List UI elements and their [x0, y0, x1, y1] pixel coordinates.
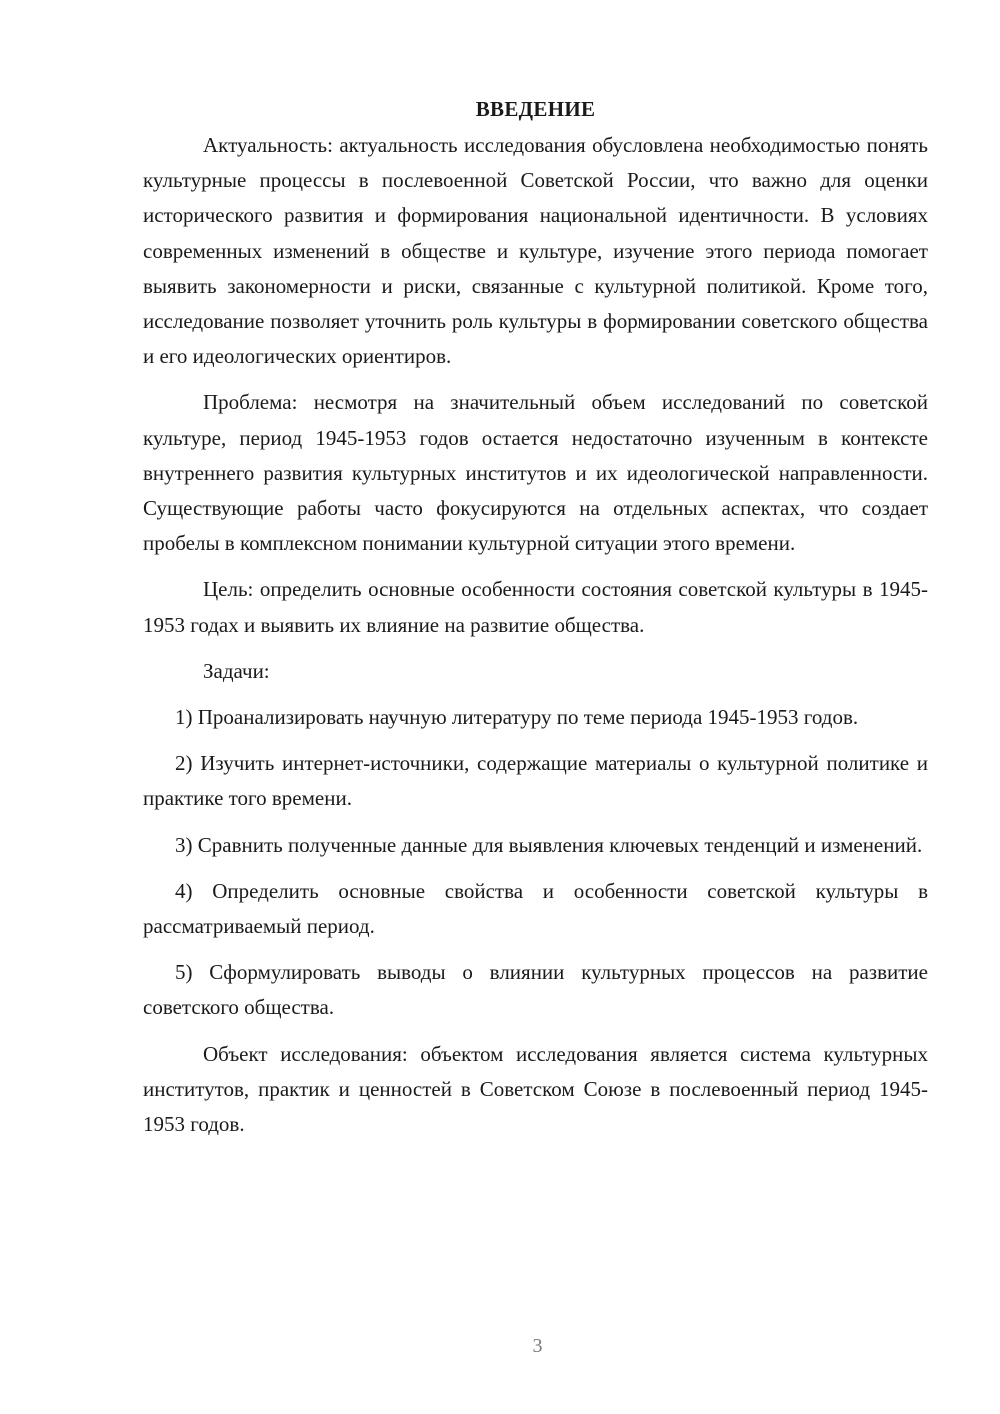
section-heading: ВВЕДЕНИЕ	[475, 97, 596, 121]
task-item: 3) Сравнить полученные данные для выявления ключевых тенденций и изменений.	[175, 832, 923, 857]
document-page	[143, 92, 928, 1153]
goal-paragraph: Цель: определить основные особенности состояния советской культуры в 1945-1953 годах и выявить их влияние на развитие общества.	[143, 577, 928, 637]
task-item: 1) Проанализировать научную литературу по теме периода 1945-1953 годов.	[175, 705, 859, 730]
task-item: 4) Определить основные свойства и особенности советской культуры в рассматриваемый период.	[143, 878, 928, 939]
task-item: 2) Изучить интернет-источники, содержащие материалы о культурной политике и практике того времени.	[143, 751, 928, 811]
object-paragraph: Объект исследования: объектом исследования является система культурных институтов, практик и ценностей в Советском Союзе в послевоенный период 1945-1953 годов.	[143, 1041, 928, 1137]
tasks-label: Задачи:	[203, 658, 270, 683]
task-item: 5) Сформулировать выводы о влиянии культурных процессов на развитие советского общества.	[143, 960, 928, 1020]
problem-paragraph: Проблема: несмотря на значительный объем исследований по советской культуре, период 1945-1953 годов остается недостаточно изученным в контексте внутреннего развития культурных институтов и их идеологической направленности. Существующие работы часто фокусируются на отдельных аспектах, что создает пробелы в комплексном понимании культурной ситуации этого времени.	[143, 390, 928, 556]
relevance-paragraph: Актуальность: актуальность исследования обусловлена необходимостью понять культурные процессы в послевоенной Советской России, что важно для оценки исторического развития и формирования национальной идентичности. В условиях современных изменений в обществе и культуре, изучение этого периода помогает выявить закономерности и риски, связанные с культурной политикой. Кроме того, исследование позволяет уточнить роль культуры в формировании советского общества и его идеологических ориентиров.	[143, 133, 928, 369]
page-number: 3	[532, 1335, 543, 1357]
